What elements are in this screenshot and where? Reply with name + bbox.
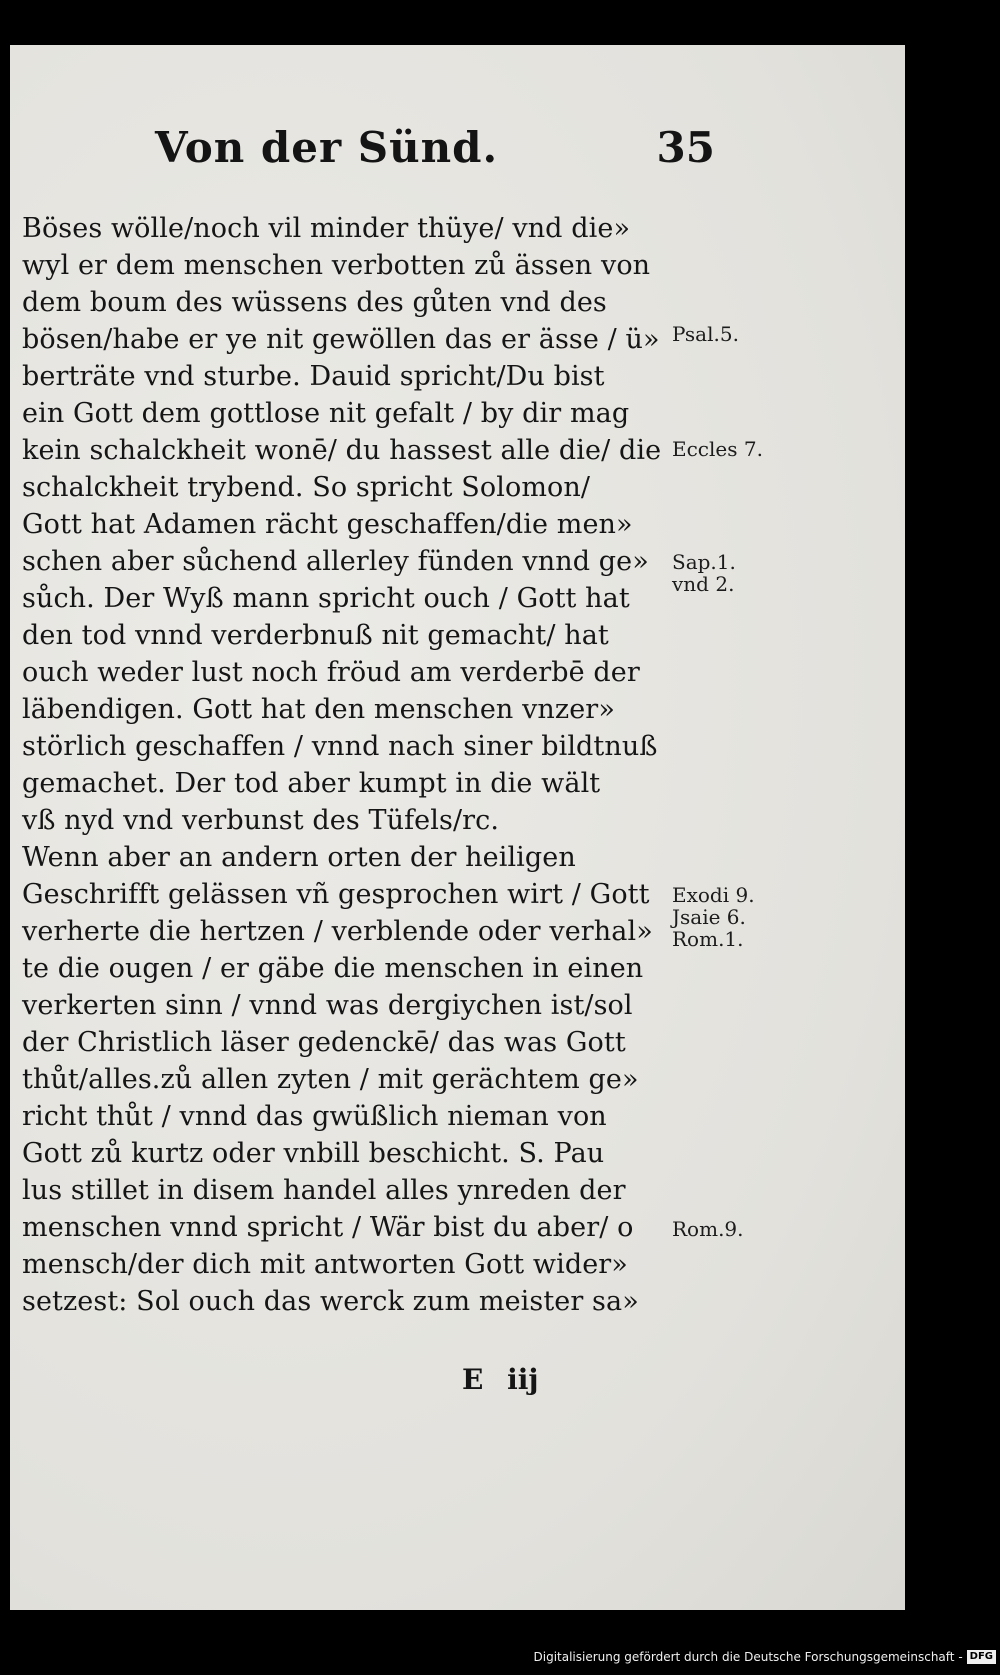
footer-credit [534, 1650, 1000, 1664]
margin-note-ecclesiastes: Eccles 7. [672, 437, 763, 461]
text-line: Gott zů kurtz oder vnbill beschicht. S. Pau [22, 1138, 605, 1169]
text-line: sůch. Der Wyß mann spricht ouch / Gott hat [22, 583, 630, 614]
text-line: Wenn aber an andern orten der heiligen [22, 842, 576, 873]
text-line: der Christlich läser gedenckē/ das was Gott [22, 1027, 626, 1058]
page-number: 35 [656, 123, 715, 172]
book-page [10, 45, 905, 1610]
text-line: thůt/alles.zů allen zyten / mit gerächtem ge» [22, 1064, 639, 1095]
signature-mark: E iij [462, 1363, 539, 1396]
text-line: verkerten sinn / vnnd was dergiychen ist/sol [22, 990, 633, 1021]
text-line: den tod vnnd verderbnuß nit gemacht/ hat [22, 620, 609, 651]
text-line: kein schalckheit wonē/ du hassest alle die/ die [22, 435, 662, 466]
text-line: schen aber sůchend allerley fünden vnnd ge» [22, 546, 649, 577]
text-line: wyl er dem menschen verbotten zů ässen von [22, 250, 651, 281]
text-line: richt thůt / vnnd das gwüßlich nieman von [22, 1101, 607, 1132]
text-line: ouch weder lust noch fröud am verderbē der [22, 657, 640, 688]
running-header [155, 123, 715, 183]
running-title: Von der Sünd. [155, 123, 499, 172]
text-line: te die ougen / er gäbe die menschen in einen [22, 953, 644, 984]
text-line: läbendigen. Gott hat den menschen vnzer» [22, 694, 615, 725]
margin-note-romans-1: Rom.1. [672, 927, 744, 951]
margin-note-isaiah: Jsaie 6. [672, 905, 746, 929]
text-line: gemachet. Der tod aber kumpt in die wält [22, 768, 601, 799]
text-line: Böses wölle/noch vil minder thüye/ vnd die» [22, 213, 631, 244]
text-line: dem boum des wüssens des gůten vnd des [22, 287, 607, 318]
text-line: störlich geschaffen / vnnd nach siner bildtnuß [22, 731, 658, 762]
text-line: ein Gott dem gottlose nit gefalt / by dir mag [22, 398, 630, 429]
text-line: bösen/habe er ye nit gewöllen das er ässe / ü» [22, 324, 660, 355]
text-line: berträte vnd sturbe. Dauid spricht/Du bist [22, 361, 605, 392]
text-line: verherte die hertzen / verblende oder verhal» [22, 916, 653, 947]
dfg-logo-icon: DFG [967, 1650, 996, 1664]
footer-text: Digitalisierung gefördert durch die Deutsche Forschungsgemeinschaft - [533, 1650, 963, 1664]
text-line: vß nyd vnd verbunst des Tüfels/rc. [22, 805, 500, 836]
margin-note-romans-9: Rom.9. [672, 1217, 744, 1241]
text-line: schalckheit trybend. So spricht Solomon/ [22, 472, 591, 503]
text-line: mensch/der dich mit antworten Gott wider» [22, 1249, 628, 1280]
margin-note-psalm: Psal.5. [672, 322, 739, 346]
text-line: Gott hat Adamen rächt geschaffen/die men» [22, 509, 633, 540]
margin-note-sapientia: Sap.1. [672, 550, 736, 574]
margin-note-sapientia-2: vnd 2. [672, 572, 735, 596]
text-line: lus stillet in disem handel alles ynreden der [22, 1175, 626, 1206]
text-line: setzest: Sol ouch das werck zum meister sa» [22, 1286, 639, 1317]
text-line: menschen vnnd spricht / Wär bist du aber/ o [22, 1212, 634, 1243]
margin-note-exodus: Exodi 9. [672, 883, 755, 907]
text-line: Geschrifft gelässen vñ gesprochen wirt / Gott [22, 879, 650, 910]
